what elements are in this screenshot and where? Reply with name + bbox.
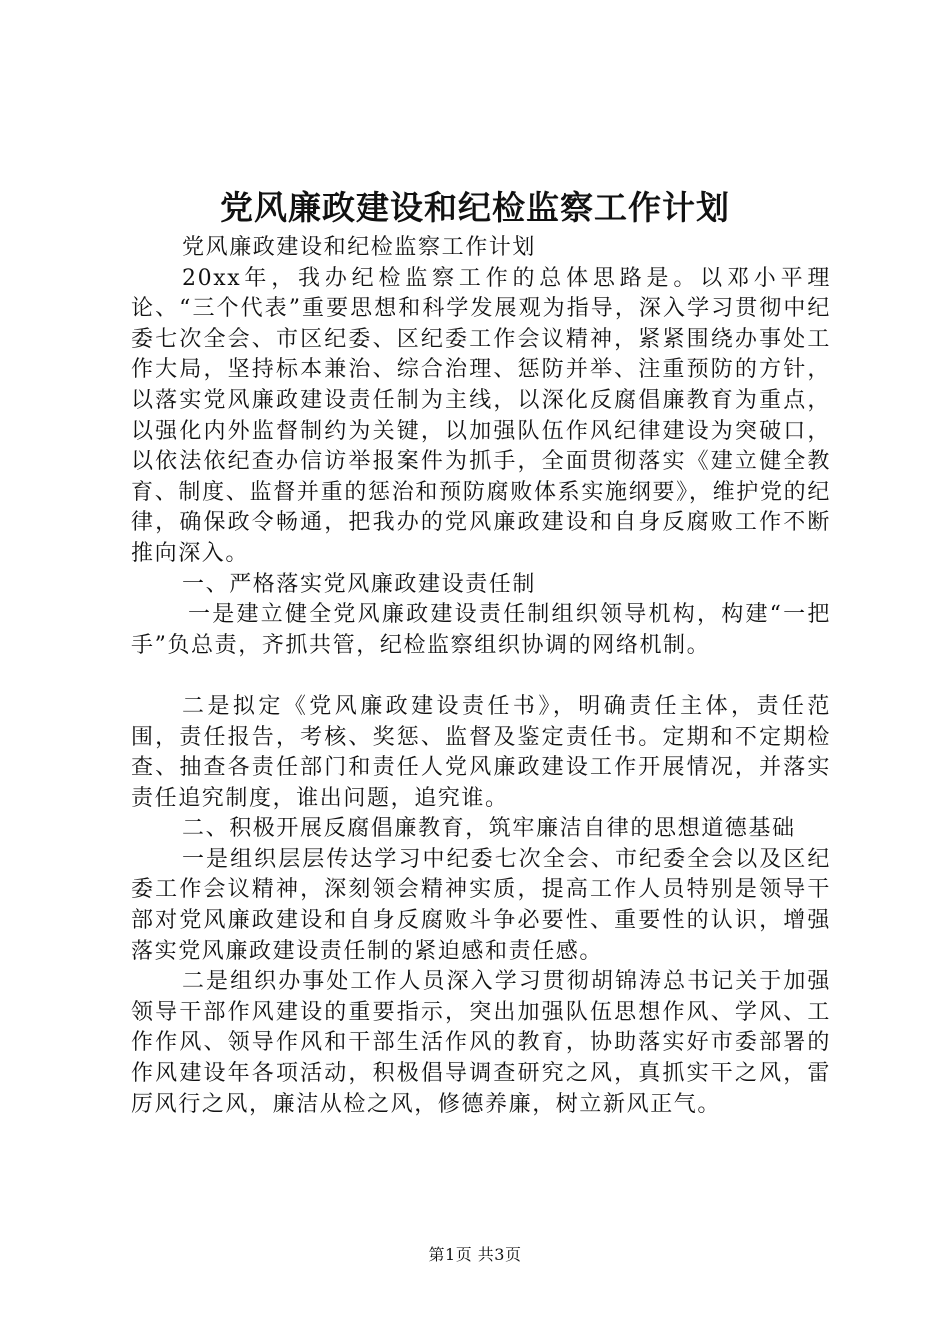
document-body — [131, 233, 831, 1120]
document-title: 党风廉政建设和纪检监察工作计划 — [220, 188, 730, 227]
section-1-item-1: 一是建立健全党风廉政建设责任制组织领导机构，构建“一把手”负总责，齐抓共管，纪检监察组织协调的网络机制。 — [131, 602, 831, 658]
section-1-item-2: 二是拟定《党风廉政建设责任书》，明确责任主体，责任范围，责任报告，考核、奖惩、监督及鉴定责任书。定期和不定期检查、抽查各责任部门和责任人党风廉政建设工作开展情况，并落实责任追究制度，谁出问题，追究谁。 — [131, 693, 831, 811]
section-heading-1: 一、严格落实党风廉政建设责任制 — [182, 571, 537, 597]
blank-line — [131, 661, 831, 692]
subtitle-paragraph: 党风廉政建设和纪检监察工作计划 — [182, 235, 537, 260]
section-heading-2: 二、积极开展反腐倡廉教育，筑牢廉洁自律的思想道德基础 — [182, 816, 796, 842]
page-footer: 第1页 共3页 — [428, 1245, 522, 1264]
section-2-item-1: 一是组织层层传达学习中纪委七次全会、市纪委全会以及区纪委工作会议精神，深刻领会精神实质，提高工作人员特别是领导干部对党风廉政建设和自身反腐败斗争必要性、重要性的认识，增强落实党风廉政建设责任制的紧迫感和责任感。 — [131, 846, 831, 964]
section-2-item-2: 二是组织办事处工作人员深入学习贯彻胡锦涛总书记关于加强领导干部作风建设的重要指示，突出加强队伍思想作风、学风、工作作风、领导作风和干部生活作风的教育，协助落实好市委部署的作风建设年各项活动，积极倡导调查研究之风，真抓实干之风，雷厉风行之风，廉洁从检之风，修德养廉，树立新风正气。 — [131, 969, 831, 1117]
overview-paragraph: 20xx年，我办纪检监察工作的总体思路是。以邓小平理论、“三个代表”重要思想和科学发展观为指导，深入学习贯彻中纪委七次全会、市区纪委、区纪委工作会议精神，紧紧围绕办事处工作大局，坚持标本兼治、综合治理、惩防并举、注重预防的方针，以落实党风廉政建设责任制为主线，以深化反腐倡廉教育为重点，以强化内外监督制约为关键，以加强队伍作风纪律建设为突破口，以依法依纪查办信访举报案件为抓手，全面贯彻落实《建立健全教育、制度、监督并重的惩治和预防腐败体系实施纲要》，维护党的纪律，确保政令畅通，把我办的党风廉政建设和自身反腐败工作不断推向深入。 — [131, 265, 831, 566]
